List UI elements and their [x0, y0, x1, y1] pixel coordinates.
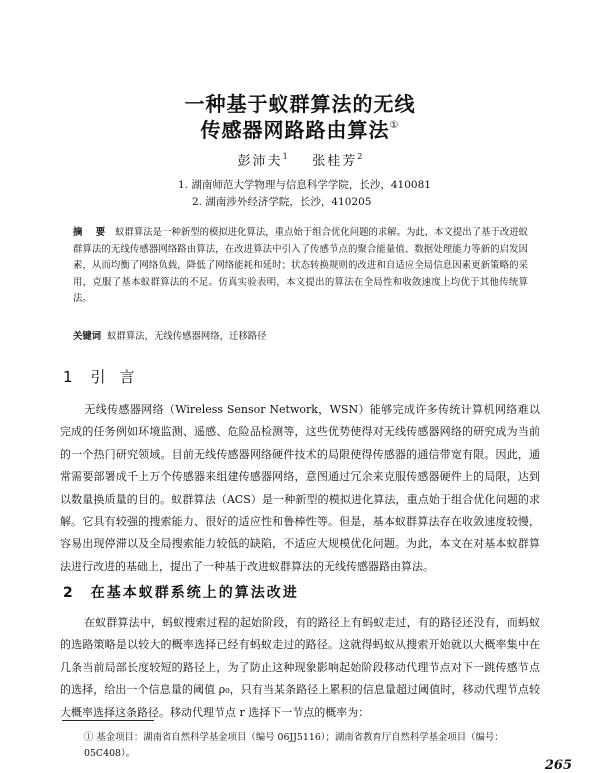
keywords	[73, 328, 533, 342]
author-list	[0, 150, 600, 169]
page-number: 265	[544, 758, 572, 773]
title-line2-text: 传感器网路路由算法	[200, 118, 390, 142]
footnote-text: 基金项目：湖南省自然科学基金项目（编号 06JJ5116）；湖南省教育厅自然科学基金项目（编号：05C408）。	[84, 732, 504, 759]
affiliation-1: 1. 湖南师范大学物理与信息科学学院，长沙，410081	[178, 179, 431, 191]
author-1: 彭沛夫	[237, 154, 283, 169]
footnote	[84, 730, 554, 762]
keywords-text: 蚁群算法，无线传感器网络，迁移路径	[107, 331, 267, 342]
keywords-label: 关键词	[73, 331, 102, 342]
affiliation-2: 2. 湖南涉外经济学院，长沙，410205	[192, 196, 372, 208]
section-2-paragraph: 在蚁群算法中，蚂蚁搜索过程的起始阶段，有的路径上有蚂蚁走过，有的路径还没有，而蚂蚁的选路策略是以较大的概率选择已经有蚂蚁走过的路径。这就得蚂蚁从搜索开始就以大概率集中在几条当前局部长度较短的路径上，为了防止这种现象影响起始阶段移动代理节点对下一跳传感节点的选择，给出一个信息量的阈值 ρ₀，只有当某条路径上累积的信息量超过阈值时，移动代理节点较大概率选择这条路径。移动代理节点 r 选择下一节点的概率为：	[60, 616, 540, 719]
author-1-affil-mark: 1	[282, 152, 288, 161]
author-2: 张桂芳	[312, 154, 358, 169]
paper-title-line2	[0, 114, 600, 143]
section-1-heading	[63, 366, 149, 387]
footnote-mark: ①	[84, 732, 94, 743]
section-1-paragraph: 无线传感器网络（Wireless Sensor Network，WSN）能够完成许多传统计算机网络难以完成的任务例如环境监测、遥感、危险品检测等，这些优势使得对无线传感器网络的研究成为当前的一个热门研究领域。目前无线传感器网络硬件技术的局限使得传感器的通信带宽有限。因此，通常需要部署成千上万个传感器来组建传感器网络，意图通过冗余来克服传感器硬件上的局限，达到以数量换质量的目的。蚁群算法（ACS）是一种新型的模拟进化算法，重点始于组合优化问题的求解。它具有较强的搜索能力、很好的适应性和鲁棒性等。但是，基本蚁群算法存在收敛速度较慢，容易出现停滞以及全局搜索能力较低的缺陷，不适应大规模优化问题。为此，本文在对基本蚁群算法进行改进的基础上，提出了一种基于改进蚁群算法的无线传感器路由算法。	[60, 403, 540, 573]
abstract-label: 摘 要	[73, 227, 108, 238]
title-footnote-mark[interactable]: ①	[389, 120, 400, 131]
section-2-number: 2	[63, 585, 75, 601]
section-1-body	[60, 399, 540, 578]
abstract-text: 蚁群算法是一种新型的模拟进化算法，重点始于组合优化问题的求解。为此，本文提出了基于改进蚁群算法的无线传感器网络路由算法，在改进算法中引入了传感节点的聚合能量值、数据处理能力等新的启发因素，从而均衡了网络负载，降低了网络能耗和延时；状态转换规则的改进和自适应全局信息因素更新策略的采用，克服了基本蚁群算法的不足。仿真实验表明，本文提出的算法在全局性和收敛速度上均优于其他传统算法。	[73, 227, 528, 305]
title-line1-text: 一种基于蚁群算法的无线	[184, 92, 416, 116]
section-1-number: 1	[63, 368, 75, 386]
paper-title-line1	[0, 88, 600, 117]
section-2-title: 在基本蚁群系统上的算法改进	[90, 585, 299, 601]
abstract	[73, 225, 528, 308]
section-2-heading	[63, 582, 299, 602]
author-2-affil-mark: 2	[357, 152, 363, 161]
section-2-body	[60, 612, 540, 724]
footnote-divider	[62, 720, 154, 721]
section-1-title: 引言	[90, 368, 149, 386]
